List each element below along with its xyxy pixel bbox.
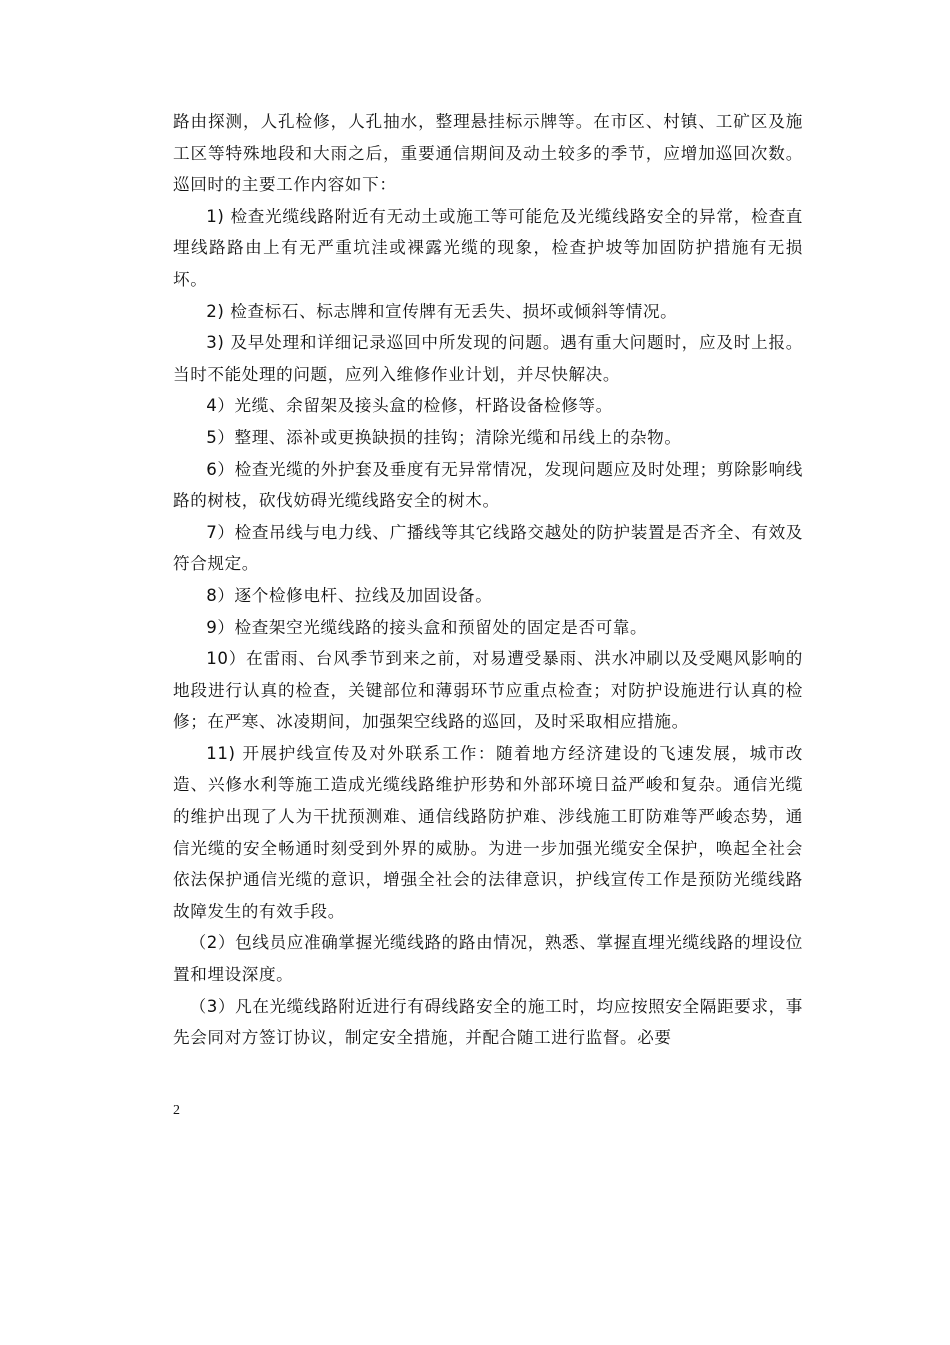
list-item-1: 1) 检查光缆线路附近有无动土或施工等可能危及光缆线路安全的异常，检查直埋线路路由上有无严重坑洼或裸露光缆的现象，检查护坡等加固防护措施有无损坏。 xyxy=(173,206,803,289)
list-item-2: 2) 检查标石、标志牌和宣传牌有无丢失、损坏或倾斜等情况。 xyxy=(206,301,678,321)
section-item-2: （2）包线员应准确掌握光缆线路的路由情况，熟悉、掌握直埋光缆线路的埋设位置和埋设深度。 xyxy=(173,933,803,985)
list-item-3: 3) 及早处理和详细记录巡回中所发现的问题。遇有重大问题时，应及时上报。当时不能处理的问题，应列入维修作业计划，并尽快解决。 xyxy=(173,333,803,384)
list-item-4: 4）光缆、余留架及接头盒的检修，杆路设备检修等。 xyxy=(206,396,613,416)
body-text xyxy=(173,106,803,1054)
list-item-6: 6）检查光缆的外护套及垂度有无异常情况，发现问题应及时处理；剪除影响线路的树枝，砍伐妨碍光缆线路安全的树木。 xyxy=(173,459,803,511)
list-item-9: 9）检查架空光缆线路的接头盒和预留处的固定是否可靠。 xyxy=(206,617,648,637)
section-item-3: （3）凡在光缆线路附近进行有碍线路安全的施工时，均应按照安全隔距要求，事先会同对方签订协议，制定安全措施，并配合随工进行监督。必要 xyxy=(173,996,803,1048)
list-item-10: 10）在雷雨、台风季节到来之前，对易遭受暴雨、洪水冲刷以及受飓风影响的地段进行认真的检查，关键部位和薄弱环节应重点检查；对防护设施进行认真的检修；在严寒、冰凌期间，加强架空线路的巡回，及时采取相应措施。 xyxy=(173,649,803,732)
list-item-8: 8）逐个检修电杆、拉线及加固设备。 xyxy=(206,585,493,605)
paragraph-continuation: 路由探测，人孔检修，人孔抽水，整理悬挂标示牌等。在市区、村镇、工矿区及施工区等特殊地段和大雨之后，重要通信期间及动土较多的季节，应增加巡回次数。巡回时的主要工作内容如下： xyxy=(173,112,803,195)
page-number: 2 xyxy=(173,1103,180,1118)
list-item-5: 5）整理、添补或更换缺损的挂钩；清除光缆和吊线上的杂物。 xyxy=(206,427,682,447)
list-item-7: 7）检查吊线与电力线、广播线等其它线路交越处的防护装置是否齐全、有效及符合规定。 xyxy=(173,522,803,574)
list-item-11: 11) 开展护线宣传及对外联系工作：随着地方经济建设的飞速发展，城市改造、兴修水利等施工造成光缆线路维护形势和外部环境日益严峻和复杂。通信光缆的维护出现了人为干扰预测难、通信线路防护难、涉线施工盯防难等严峻态势，通信光缆的安全畅通时刻受到外界的威胁。为进一步加强光缆安全保护，唤起全社会依法保护通信光缆的意识，增强全社会的法律意识，护线宣传工作是预防光缆线路故障发生的有效手段。 xyxy=(173,743,803,921)
